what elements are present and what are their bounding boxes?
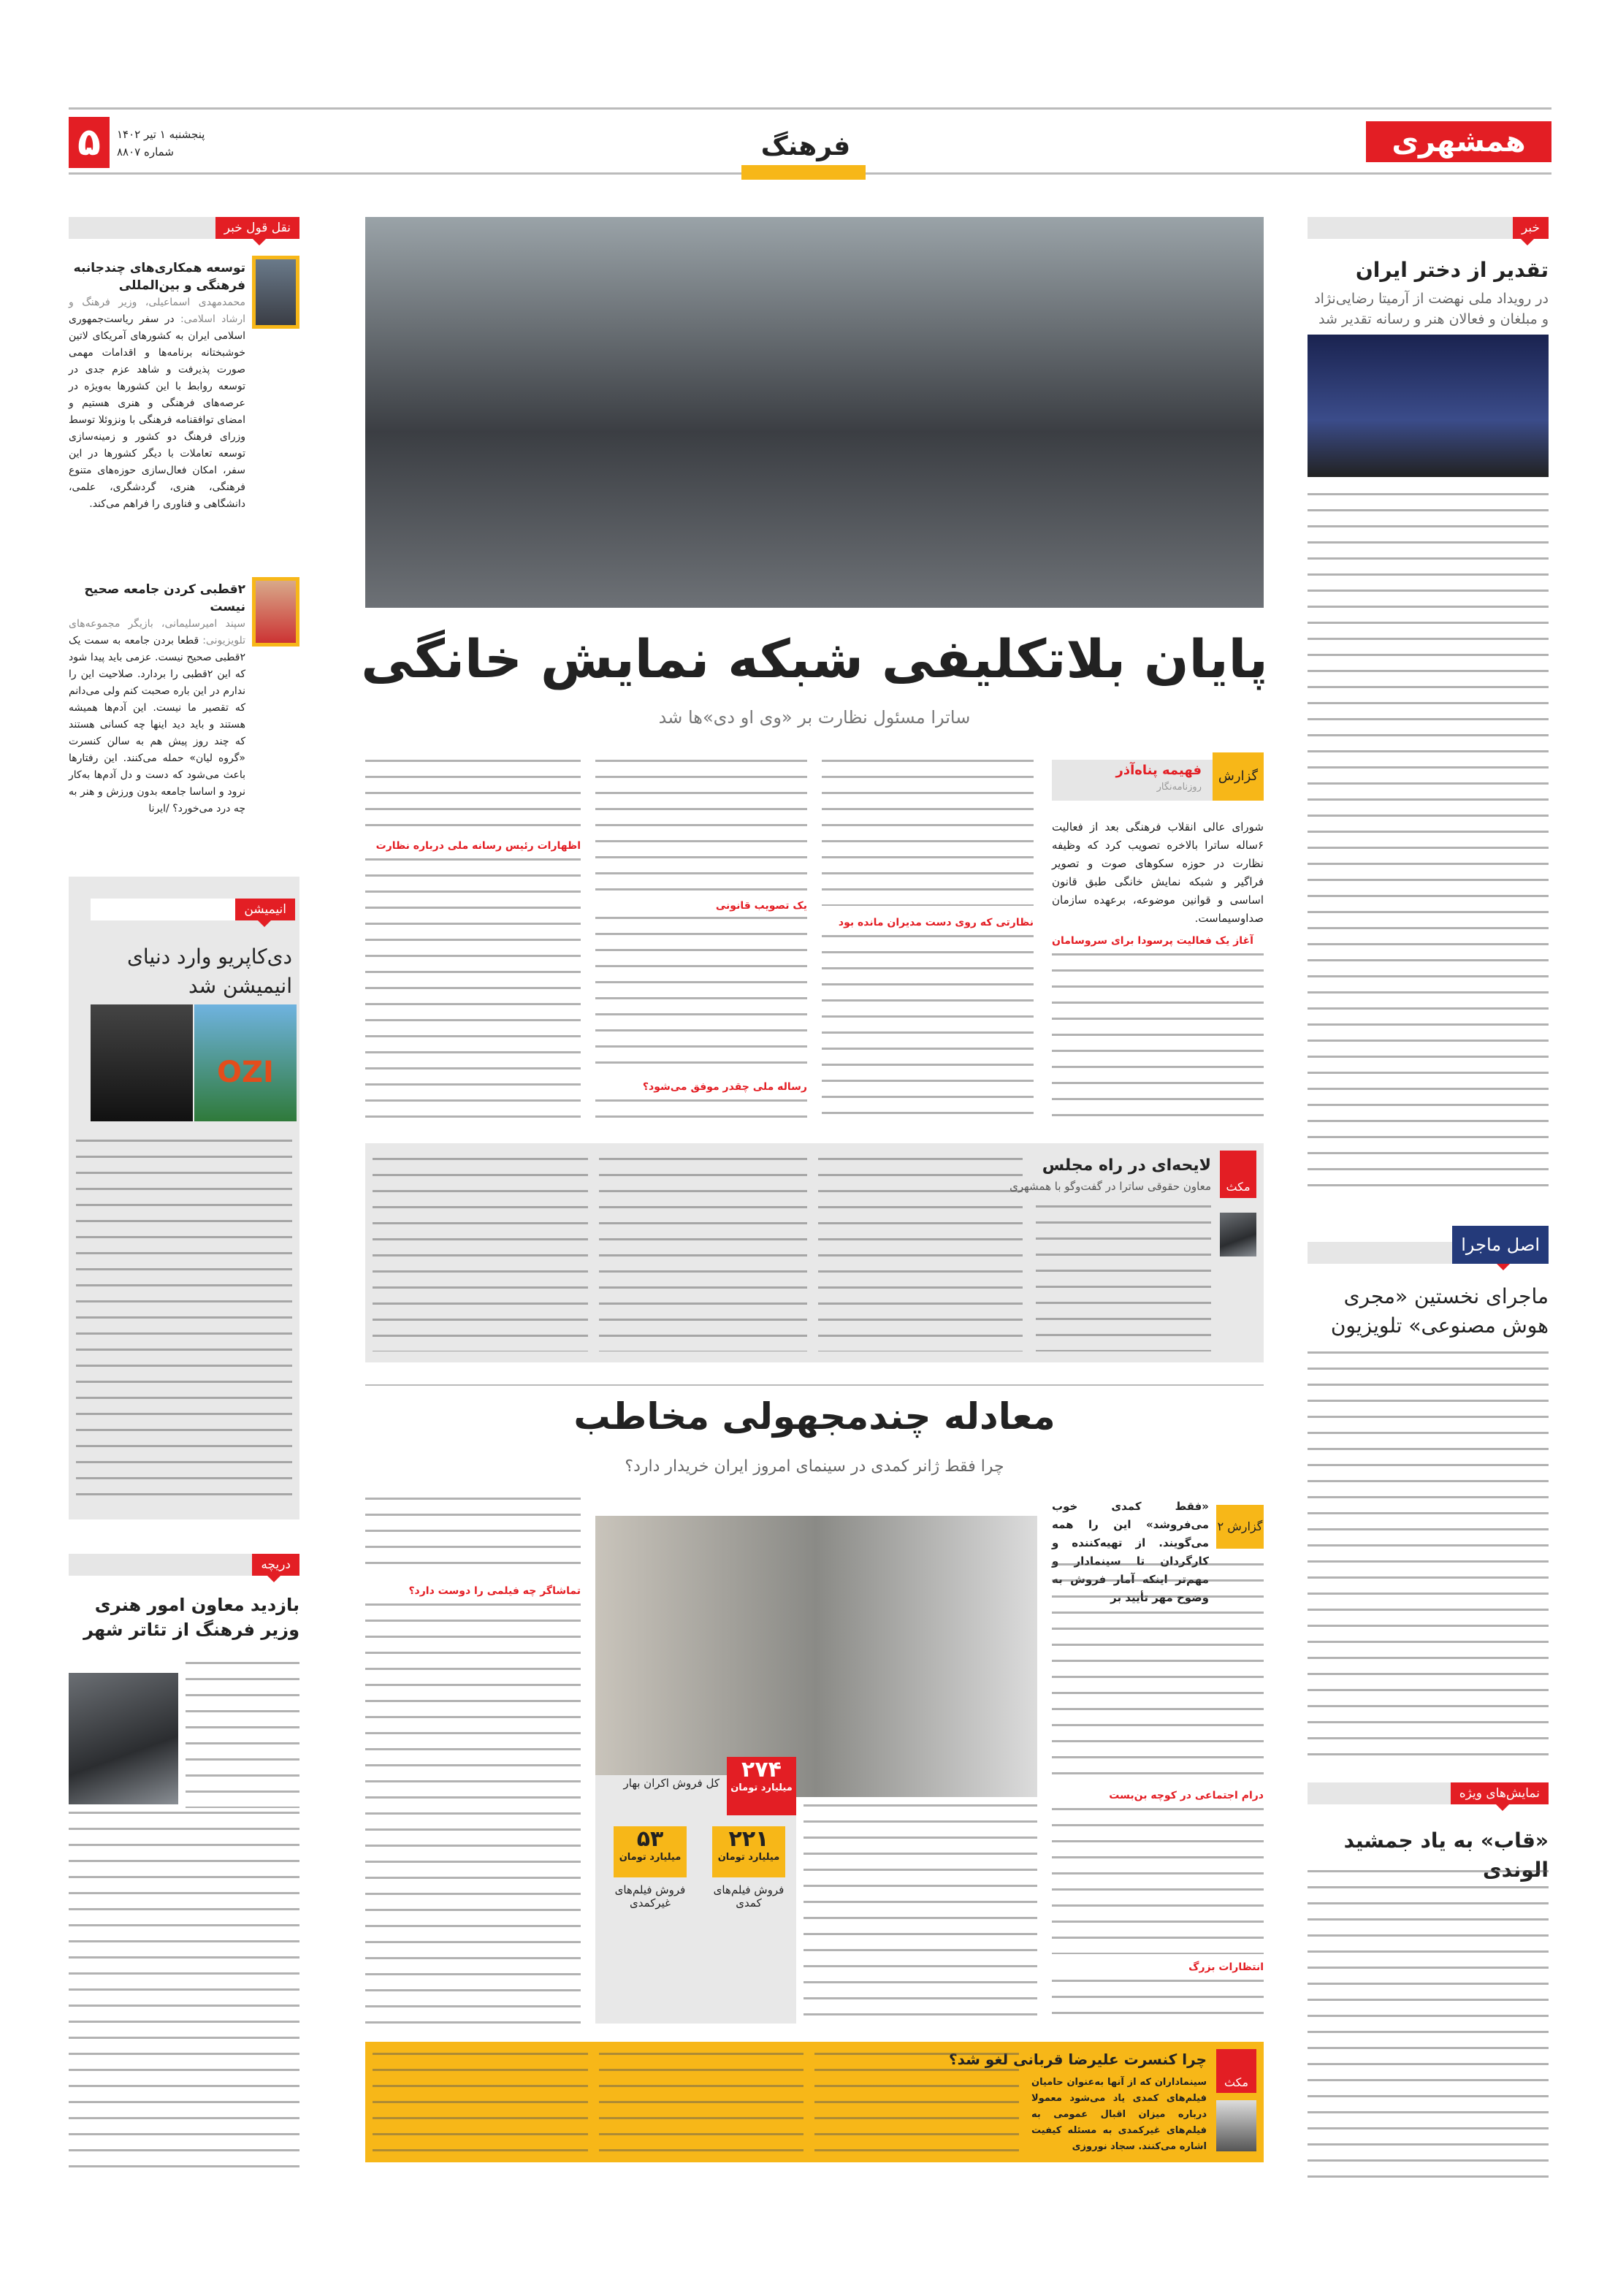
section-divider bbox=[365, 1384, 1264, 1386]
concert-col3-text bbox=[599, 2053, 804, 2151]
concert-col2-text bbox=[814, 2053, 1019, 2151]
main-col2-text-b bbox=[822, 935, 1034, 1121]
box-title[interactable]: لایحه‌ای در راه مجلس bbox=[1042, 1156, 1211, 1175]
concert-box-lead: سینماداران که از آنها به‌عنوان حامیان فیلم‌های کمدی یاد می‌شود معمولا درباره میزان اقبال عمومی به فیلم‌های غیرکمدی به مسئله کیفیت اشاره می‌کنند. سجاد نوروزی bbox=[1031, 2077, 1207, 2152]
window-tag: دریچه bbox=[252, 1554, 299, 1576]
main-byline bbox=[1052, 760, 1264, 801]
second-subtitle: چرا فقط ژانر کمدی در سینمای امروز ایران خریدار دارد؟ bbox=[625, 1457, 1004, 1476]
comedy-sales-unit: میلیارد تومان bbox=[717, 1852, 780, 1863]
story-tag-bar bbox=[1308, 1235, 1549, 1264]
main-subhead-1: آغاز یک فعالیت پرسودا برای سروسامان bbox=[1052, 935, 1253, 947]
comedy-sales bbox=[712, 1826, 785, 1877]
header-top-rule bbox=[69, 107, 1551, 110]
second-subhead-2: درام اجتماعی در کوچه بن‌بست bbox=[1109, 1790, 1264, 1801]
newspaper-logo[interactable]: همشهری bbox=[1366, 121, 1551, 162]
quote1-speaker: محمدمهدی اسماعیلی، وزیر فرهنگ و ارشاد اسلامی: bbox=[69, 297, 245, 325]
main-col3-text-a bbox=[595, 760, 807, 895]
news-tag: خبر bbox=[1513, 217, 1549, 239]
noncomedy-sales-unit: میلیارد تومان bbox=[619, 1852, 682, 1863]
second-col1-text-c bbox=[1052, 1980, 1264, 2024]
box-col4-text bbox=[373, 1158, 588, 1351]
issue-number: شماره ۸۸۰۷ bbox=[117, 145, 174, 159]
main-lead: شورای عالی انقلاب فرهنگی بعد از فعالیت ۶ساله ساترا بالاخره تصویب کرد که وظیفه نظارت در حوزه سکوهای صوت و تصویر فراگیر و شبکه نمایش خانگی طبق قانون اساسی و قوانین موضوعه، برعهده سازمان صداوسیماست. bbox=[1052, 820, 1264, 925]
section-title: فرهنگ bbox=[760, 131, 851, 161]
concert-box-title[interactable]: چرا کنسرت علیرضا قربانی لغو شد؟ bbox=[949, 2051, 1207, 2068]
main-subtitle: ساترا مسئول نظارت بر «وی او دی»ها شد bbox=[658, 707, 971, 728]
second-lead: «فقط کمدی خوب می‌فروشد» این را همه می‌گویند. از تهیه‌کننده و کارگردان تا سینمادار و مهم‌تر اینکه آمار فروش به وضوح مهر تأیید بر bbox=[1052, 1500, 1209, 1604]
quote1 bbox=[69, 259, 245, 513]
comedy-sales-label: فروش فیلم‌های کمدی bbox=[713, 1883, 785, 1910]
author-name: فهیمه پناه‌آذر bbox=[1115, 763, 1202, 778]
box-portrait bbox=[1220, 1213, 1256, 1256]
quote1-title[interactable]: توسعه همکاری‌های چندجانبه فرهنگی و بین‌المللی bbox=[73, 261, 245, 293]
box-tag: مکث bbox=[1220, 1151, 1256, 1198]
cinema-lobby-photo bbox=[595, 1516, 1037, 1797]
animation-body-text bbox=[76, 1140, 292, 1505]
quotes-tag: نقل قول خبر bbox=[215, 217, 299, 239]
quote2 bbox=[69, 581, 245, 817]
second-col3-text-b bbox=[365, 1603, 581, 2024]
ozi-poster: OZI bbox=[194, 1004, 297, 1121]
news-title[interactable]: تقدیر از دختر ایران bbox=[1355, 258, 1549, 282]
quote1-portrait bbox=[252, 256, 299, 329]
second-col3-text-a bbox=[365, 1498, 581, 1578]
special-tag: نمایش‌های ویژه bbox=[1451, 1782, 1549, 1804]
second-subhead-1: تماشاگر چه فیلمی را دوست دارد؟ bbox=[408, 1585, 581, 1597]
animation-tag-bar bbox=[91, 899, 295, 920]
main-sidebar-box bbox=[365, 1143, 1264, 1362]
section-underline bbox=[741, 165, 866, 180]
main-col1-text bbox=[1052, 953, 1264, 1121]
main-subhead-3: یک تصویب قانونی bbox=[715, 900, 807, 912]
second-headline[interactable]: معادله چندمجهولی مخاطب bbox=[573, 1395, 1056, 1438]
window-tag-bar bbox=[69, 1554, 299, 1576]
concert-box-portrait bbox=[1216, 2100, 1256, 2151]
series-cast-photo bbox=[365, 217, 1264, 608]
box-col3-text bbox=[599, 1158, 807, 1351]
quotes-tag-bar bbox=[69, 217, 299, 239]
total-sales bbox=[727, 1757, 796, 1815]
concert-col4-text bbox=[373, 2053, 588, 2151]
news-tag-bar bbox=[1308, 217, 1549, 239]
total-sales-value: ۲۷۴ bbox=[741, 1757, 782, 1782]
second-col1-text-b bbox=[1052, 1808, 1264, 1954]
window-body-text-a bbox=[186, 1662, 299, 1808]
window-title[interactable]: بازدید معاون امور هنری وزیر فرهنگ از تئاتر شهر bbox=[83, 1595, 299, 1640]
noncomedy-sales-value: ۵۳ bbox=[636, 1826, 664, 1852]
animation-box bbox=[69, 877, 299, 1519]
box-office-stats bbox=[595, 1757, 796, 2024]
total-sales-unit: میلیارد تومان bbox=[730, 1782, 793, 1793]
animation-title[interactable]: دی‌کاپریو وارد دنیای انیمیشن شد bbox=[127, 945, 292, 998]
main-headline[interactable]: پایان بلاتکلیفی شبکه نمایش خانگی bbox=[361, 628, 1268, 690]
story-tag: اصل ماجرا bbox=[1452, 1226, 1549, 1264]
award-ceremony-photo bbox=[1308, 335, 1549, 477]
dicaprio-photo bbox=[91, 1004, 193, 1121]
window-body-text-b bbox=[69, 1812, 299, 2177]
noncomedy-sales bbox=[614, 1826, 687, 1877]
main-col3-text-b bbox=[595, 917, 807, 1078]
second-col2-text bbox=[804, 1804, 1037, 2024]
box-col2-text bbox=[818, 1158, 1023, 1351]
second-col1-text-a bbox=[1052, 1563, 1264, 1782]
main-subhead-2: نظارتی که روی دست مدیران مانده بود bbox=[838, 917, 1034, 928]
theater-visit-photo bbox=[69, 1673, 178, 1804]
report-label: گزارش bbox=[1213, 752, 1264, 801]
story-body-text bbox=[1308, 1351, 1549, 1761]
quote2-title[interactable]: ۲قطبی کردن جامعه صحیح نیست bbox=[84, 582, 245, 614]
concert-box-tag: مکث bbox=[1216, 2049, 1256, 2093]
main-col3-text-c bbox=[595, 1099, 807, 1129]
special-title[interactable]: «قاب» به یاد جمشید الوندی bbox=[1343, 1828, 1549, 1882]
story-title[interactable]: ماجرای نخستین «مجری هوش مصنوعی» تلویزیون bbox=[1330, 1284, 1549, 1338]
special-tag-bar bbox=[1308, 1782, 1549, 1804]
quote2-text: قطعا بردن جامعه به سمت یک ۲قطبی صحیح نیست. عزمی باید پیدا شود که این ۲قطبی را بردارد. صلاحیت این را ندارم در این باره صحبت کنم ولی می‌دانم که تقصیر ما نیست. این آدم‌ها همیشه هستند و باید دید اینها چه کسانی هستند که چند روز پیش هم به سالن کنسرت «گروه لیان» حمله می‌کنند. این رفتارها باعث می‌شود که دست و دل آدم‌ها به‌کار نرود و اساسا جامعه بدون ورزش و هنر به چه درد می‌خورد؟ /ایرنا bbox=[69, 635, 245, 815]
quote2-speaker: سپند امیرسلیمانی، بازیگر مجموعه‌های تلویزیونی: bbox=[69, 618, 245, 647]
main-col2-text-a bbox=[822, 760, 1034, 906]
news-lead: در رویداد ملی نهضت از آرمیتا رضایی‌نژاد و مبلغان و فعالان هنر و رسانه تقدیر شد bbox=[1314, 291, 1549, 327]
page-number: ۵ bbox=[69, 117, 110, 168]
issue-date: پنجشنبه ۱ تیر ۱۴۰۲ bbox=[117, 128, 205, 141]
noncomedy-sales-label: فروش فیلم‌های غیرکمدی bbox=[614, 1883, 686, 1910]
main-subhead-5: اظهارات رئیس رسانه ملی درباره نظارت bbox=[375, 840, 581, 852]
box-subtitle: معاون حقوقی ساترا در گفت‌وگو با همشهری bbox=[1009, 1180, 1211, 1193]
second-subhead-3: انتظارات بزرگ bbox=[1188, 1961, 1264, 1973]
comedy-sales-value: ۲۲۱ bbox=[728, 1826, 769, 1852]
total-sales-label: کل فروش اکران بهار bbox=[623, 1777, 719, 1790]
issue-info bbox=[117, 126, 219, 161]
news-body-text bbox=[1308, 493, 1549, 1198]
report2-label: گزارش ۲ bbox=[1216, 1505, 1264, 1549]
box-col1-text bbox=[1036, 1205, 1211, 1351]
quote2-portrait bbox=[252, 577, 299, 647]
main-col4-text-a bbox=[365, 760, 581, 833]
concert-box bbox=[365, 2042, 1264, 2162]
special-body-text bbox=[1308, 1870, 1549, 2192]
author-role: روزنامه‌نگار bbox=[1156, 782, 1202, 793]
animation-tag: انیمیشن bbox=[235, 899, 295, 920]
quote1-text: در سفر ریاست‌جمهوری اسلامی ایران به کشورهای آمریکای لاتین خوشبختانه برنامه‌ها و اقدامات مهمی صورت پذیرفت و شاهد عزم جدی در توسعه روابط با این کشورها به‌ویژه در عرصه‌های فرهنگی و هنری هستیم و امضای توافقنامه فرهنگی با ونزوئلا توسط وزرای فرهنگ دو کشور و زمینه‌سازی توسعه تعاملات با دیگر کشورها در این سفر، امکان فعال‌سازی حوزه‌های متنوع فرهنگی، هنری، گردشگری، علمی، دانشگاهی و فناوری را فراهم می‌کند. bbox=[69, 313, 245, 510]
main-subhead-4: رساله ملی چقدر موفق می‌شود؟ bbox=[642, 1081, 807, 1093]
main-col4-text-b bbox=[365, 858, 581, 1129]
